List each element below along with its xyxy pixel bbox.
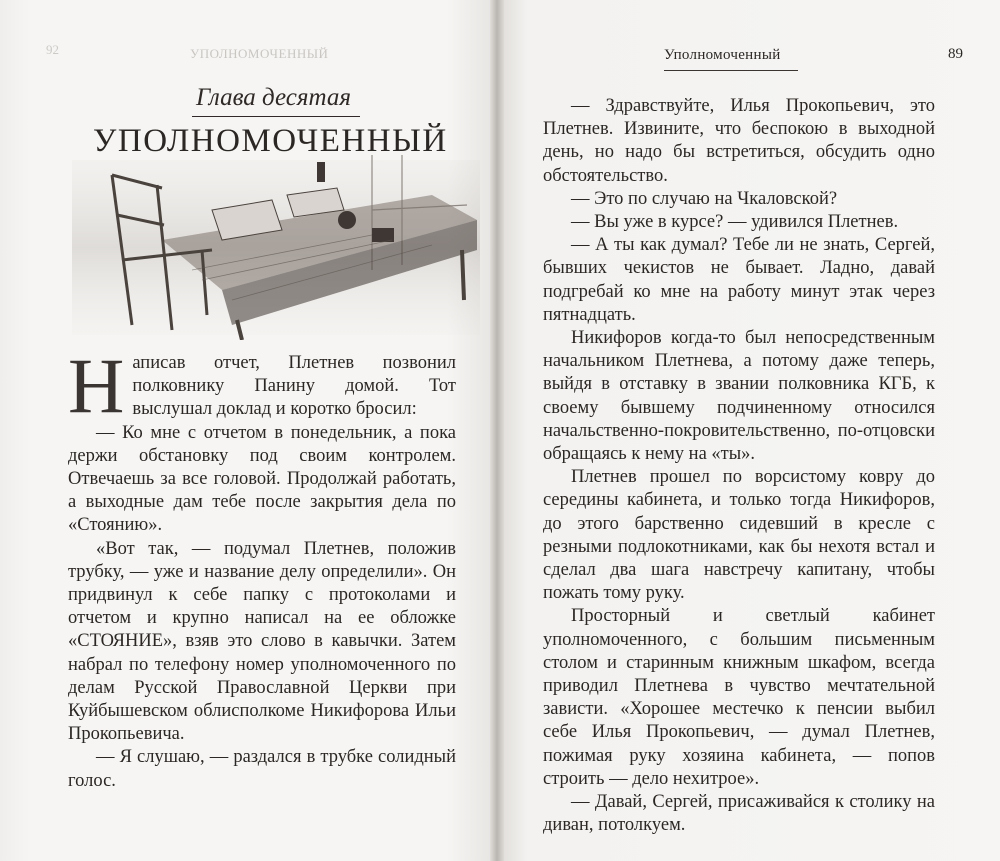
book-gutter <box>490 0 504 861</box>
running-head: Уполномоченный <box>664 47 781 63</box>
paragraph: — Это по случаю на Чкаловской? <box>571 188 838 209</box>
paragraph: «Вот так, — подумал Плетнев, положив трубку, — уже и название делу определили». Он придвинул к себе папку с протоколами и отчетом и крупно написал на ее обложке «СТОЯНИЕ», взяв это слово в кавычки. Затем набрал по телефону номер уполномоченного по делам Русской Православной Церкви при Куйбышевском облисполкоме Никифорова Ильи Прокопьевича. <box>68 538 456 745</box>
right-text-column <box>543 95 935 838</box>
ghost-running-head: УПОЛНОМОЧЕННЫЙ <box>190 46 329 61</box>
paragraph: Плетнев прошел по ворсистому ковру до середины кабинета, и только тогда Никифоров, до этого барственно сидевший в кресле с резными подлокотниками, как бы нехотя встал и сделал два шага навстречу капитану, чтобы пожать тому руку. <box>543 467 935 604</box>
chapter-rule <box>192 116 360 117</box>
chapter-label: Глава десятая <box>196 84 351 111</box>
paragraph: — Ко мне с отчетом в понедельник, а пока держи обстановку под своим контролем. Отвечаешь за все головой. Продолжай работать, а выходные дам тебе после закрытия дела по «Стоянию». <box>68 422 456 536</box>
paragraph: — Я слушаю, — раздался в трубке солидный голос. <box>68 747 456 791</box>
page-number: 89 <box>948 46 963 62</box>
drop-cap: Н <box>68 342 125 429</box>
left-text-column <box>68 342 456 793</box>
paragraph: — Давай, Сергей, присаживайся к столику на диван, потолкуем. <box>543 792 935 836</box>
paragraph: Никифоров когда-то был непосредственным начальником Плетнева, а потому даже теперь, выйдя в отставку в звании полковника КГБ, к своему бывшему подчиненному относился начальственно-покровительственно, по-отцовски обращаясь к нему на «ты». <box>543 328 935 465</box>
paragraph: — Вы уже в курсе? — удивился Плетнев. <box>571 212 899 233</box>
chapter-title: УПОЛНОМОЧЕННЫЙ <box>93 123 448 159</box>
ghost-page-number: 92 <box>46 42 59 57</box>
paragraph: — Здравствуйте, Илья Прокопьевич, это Плетнев. Извините, что беспокою в выходной день, но надо бы встретиться, обсудить одно обстоятельство. <box>543 96 935 186</box>
paragraph: — А ты как думал? Тебе ли не знать, Сергей, бывших чекистов не бывает. Ладно, давай подгребай ко мне на работу минут этак через пятнадцать. <box>543 235 935 325</box>
paragraph: Написав отчет, Плетнев позвонил полковнику Панину домой. Тот выслушал доклад и коротко бросил: <box>68 342 456 429</box>
paragraph: Просторный и светлый кабинет уполномоченного, с большим письменным столом и старинным книжным шкафом, всегда приводил Плетнева в чувство мечтательной зависти. «Хорошее местечко к пенсии выбил себе Илья Прокопьевич, — думал Плетнев, пожимая руку хозяина кабинета, — попов строить — дело нехитрое». <box>543 606 935 789</box>
running-head-rule <box>664 70 798 71</box>
